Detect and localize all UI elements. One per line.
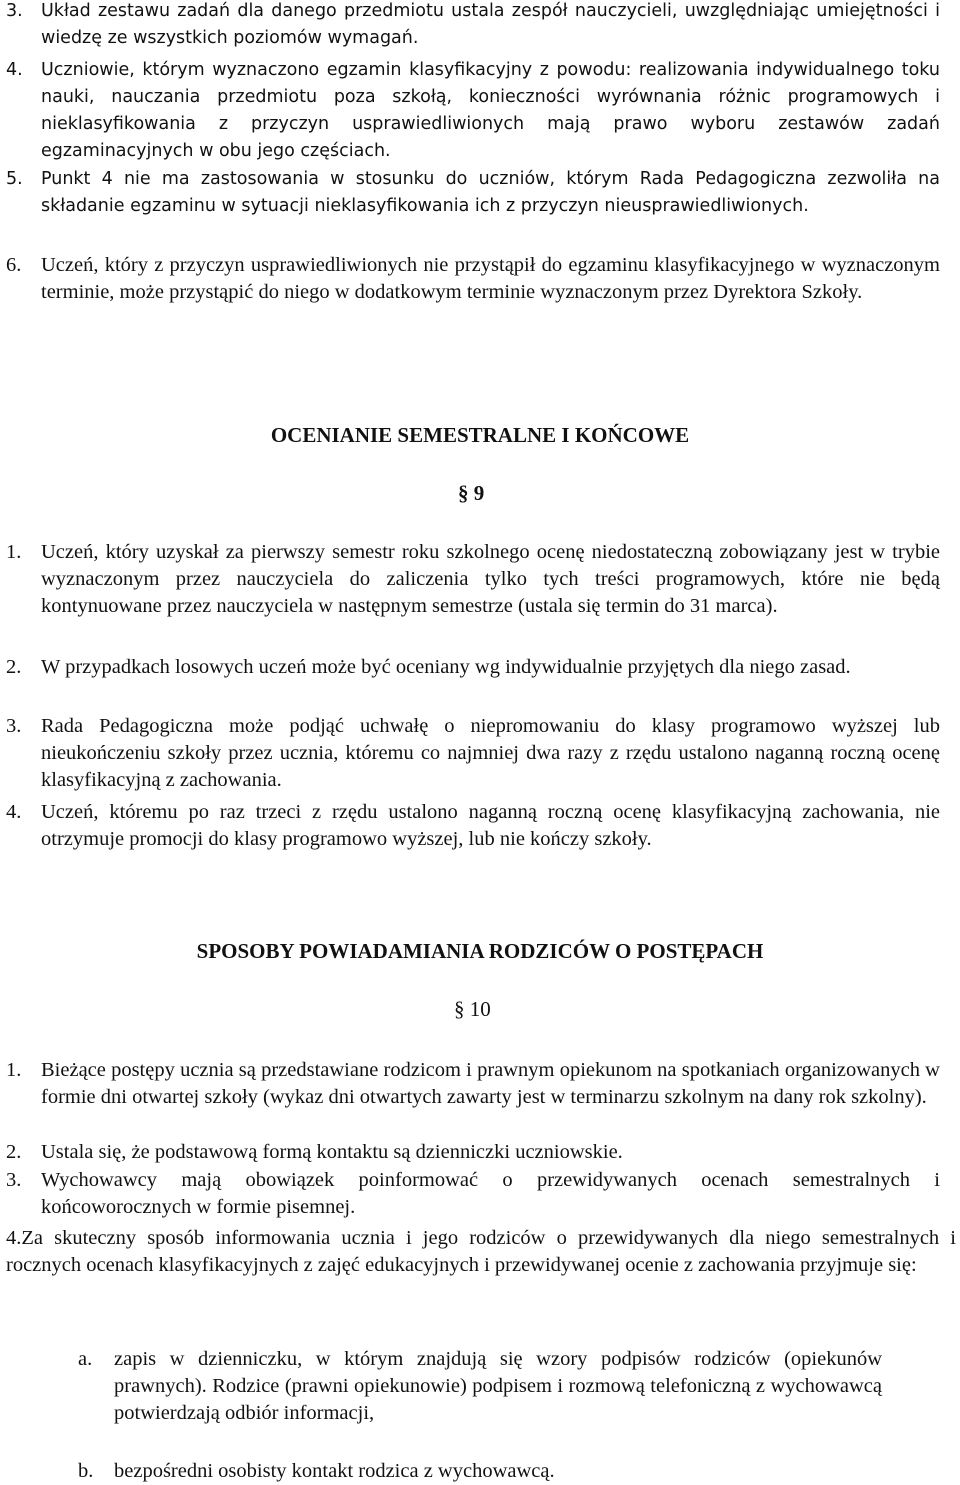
subitem-text: zapis w dzienniczku, w którym znajdują się wzory podpisów rodziców (opiekunów prawnych). Rodzice (prawni opiekunowie) podpisem i rozmową telefoniczną z wychowawcą potwierdzają odbiór informacji, — [114, 1348, 882, 1424]
item-text: Punkt 4 nie ma zastosowania w stosunku do uczniów, którym Rada Pedagogiczna zezwoliła na składanie egzaminu w sytuacji nieklasyfikowania ich z przyczyn nieusprawiedliwionych. — [41, 169, 940, 216]
list-item-4 — [6, 57, 940, 165]
item-number: 2. — [6, 1141, 22, 1163]
item-number: 2. — [6, 656, 22, 678]
item-number: 3. — [6, 1, 23, 21]
item-number: 1. — [6, 1059, 22, 1081]
section-mark-10: § 10 — [454, 997, 491, 1021]
section9-item-3 — [6, 713, 940, 794]
subitem-label: b. — [78, 1460, 94, 1482]
section-mark-9: § 9 — [458, 481, 485, 505]
item-number: 4. — [6, 801, 22, 823]
item-text: Układ zestawu zadań dla danego przedmiotu ustala zespół nauczycieli, uwzględniając umiejętności i wiedzę ze wszystkich poziomów wymagań. — [41, 1, 940, 48]
subitem-b — [78, 1458, 882, 1485]
section9-item-1 — [6, 539, 940, 620]
section10-paragraph-4: 4.Za skuteczny sposób informowania ucznia i jego rodziców o przewidywanych dla niego semestralnych i rocznych ocenach klasyfikacyjnych z zajęć edukacyjnych i przewidywanej ocenie z zachowania przyjmuje się: — [6, 1227, 956, 1276]
item-text: Bieżące postępy ucznia są przedstawiane rodzicom i prawnym opiekunom na spotkaniach organizowanych w formie dni otwartej szkoły (wykaz dni otwartych zawarty jest w terminarzu szkolnym na dany rok szkolny). — [41, 1059, 940, 1108]
item-text: Wychowawcy mają obowiązek poinformować o przewidywanych ocenach semestralnych i końcoworocznych w formie pisemnej. — [41, 1169, 940, 1218]
subitem-a — [78, 1346, 882, 1427]
section-heading-9: OCENIANIE SEMESTRALNE I KOŃCOWE — [270, 423, 690, 447]
item-number: 3. — [6, 1169, 22, 1191]
section10-item-3 — [6, 1167, 940, 1221]
item-number: 3. — [6, 715, 22, 737]
section9-item-4 — [6, 799, 940, 853]
item-text: Uczeń, któremu po raz trzeci z rzędu ustalono naganną roczną ocenę klasyfikacyjną zachowania, nie otrzymuje promocji do klasy programowo wyższej, lub nie kończy szkoły. — [41, 801, 940, 850]
item-number: 6. — [6, 254, 22, 276]
list-item-5 — [6, 166, 940, 220]
item-number: 1. — [6, 541, 22, 563]
section-heading-10: SPOSOBY POWIADAMIANIA RODZICÓW O POSTĘPACH — [196, 939, 764, 963]
subitem-label: a. — [78, 1348, 93, 1370]
section9-item-2 — [6, 654, 940, 681]
item-text: Uczeń, który uzyskał za pierwszy semestr roku szkolnego ocenę niedostateczną zobowiązany jest w trybie wyznaczonym przez nauczyciela do zaliczenia tylko tych treści programowych, które nie będą kontynuowane przez nauczyciela w następnym semestrze (ustala się termin do 31 marca). — [41, 541, 940, 617]
list-item-6 — [6, 252, 940, 306]
item-text: Uczniowie, którym wyznaczono egzamin klasyfikacyjny z powodu: realizowania indywidualnego toku nauki, nauczania przedmiotu poza szkołą, konieczności wyrównania różnic programowych i nieklasyfikowania z przyczyn usprawiedliwionych mają prawo wyboru zestawów zadań egzaminacyjnych w obu jego częściach. — [41, 60, 940, 161]
subitem-text: bezpośredni osobisty kontakt rodzica z wychowawcą. — [114, 1460, 555, 1482]
section10-item-1 — [6, 1057, 940, 1111]
item-text: Rada Pedagogiczna może podjąć uchwałę o niepromowaniu do klasy programowo wyższej lub nieukończeniu szkoły przez ucznia, któremu co najmniej dwa razy z rzędu ustalono naganną roczną ocenę klasyfikacyjną z zachowania. — [41, 715, 940, 791]
section10-item-2 — [6, 1139, 940, 1166]
list-item-3 — [6, 0, 940, 52]
item-text: Uczeń, który z przyczyn usprawiedliwionych nie przystąpił do egzaminu klasyfikacyjnego w wyznaczonym terminie, może przystąpić do niego w dodatkowym terminie wyznaczonym przez Dyrektora Szkoły. — [41, 254, 940, 303]
item-number: 4. — [6, 60, 23, 80]
item-number: 5. — [6, 169, 23, 189]
item-text: W przypadkach losowych uczeń może być oceniany wg indywidualnie przyjętych dla niego zasad. — [41, 656, 851, 678]
item-text: Ustala się, że podstawową formą kontaktu są dzienniczki uczniowskie. — [41, 1141, 623, 1163]
